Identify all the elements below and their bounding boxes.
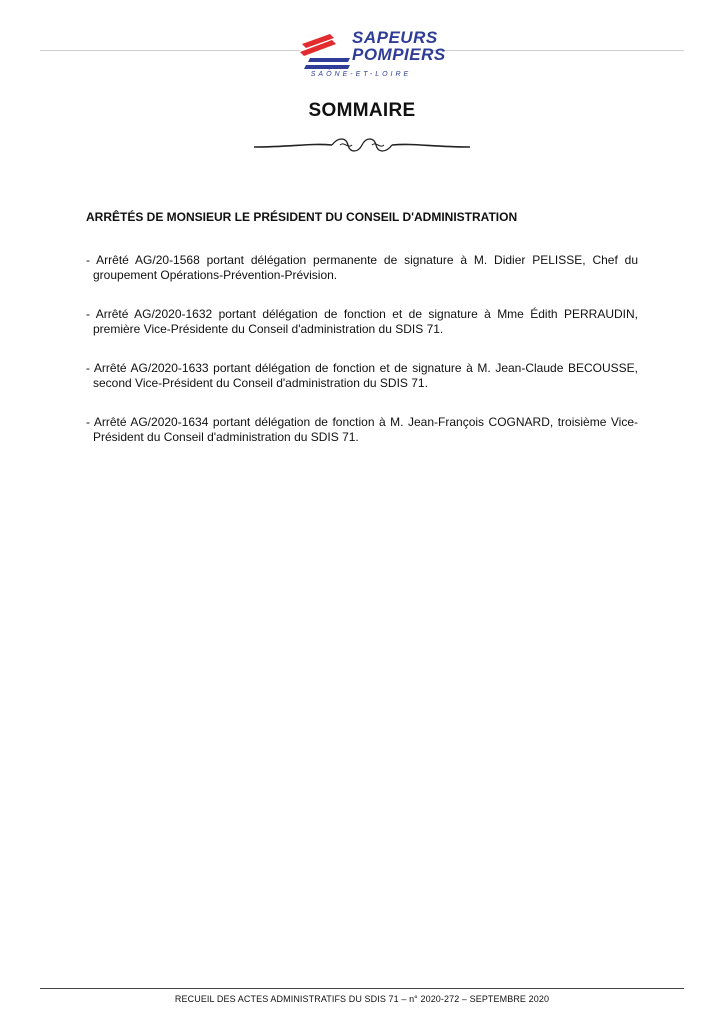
decree-item: - Arrêté AG/20-1568 portant délégation permanente de signature à M. Didier PELISSE, Chef du groupement Opérations-Prévention-Prévision. [86, 253, 638, 282]
section-heading: ARRÊTÉS DE MONSIEUR LE PRÉSIDENT DU CONSEIL D'ADMINISTRATION [86, 210, 518, 224]
decree-item: - Arrêté AG/2020-1633 portant délégation de fonction et de signature à M. Jean-Claude BECOUSSE, second Vice-Président du Conseil d'administration du SDIS 71. [86, 361, 638, 390]
logo-line-2: POMPIERS [352, 45, 446, 64]
footer-rule [40, 988, 684, 989]
title-ornament-icon [252, 133, 472, 162]
decree-item: - Arrêté AG/2020-1632 portant délégation de fonction et de signature à Mme Édith PERRAUDIN, première Vice-Présidente du Conseil d'administration du SDIS 71. [86, 307, 638, 336]
decree-list [86, 253, 638, 469]
footer-text: RECUEIL DES ACTES ADMINISTRATIFS DU SDIS 71 – n° 2020-272 – SEPTEMBRE 2020 [174, 994, 550, 1004]
page-title: SOMMAIRE [308, 100, 416, 121]
decree-item: - Arrêté AG/2020-1634 portant délégation de fonction à M. Jean-François COGNARD, troisième Vice-Président du Conseil d'administration du SDIS 71. [86, 415, 638, 444]
logo-subtitle: SAÔNE-ET-LOIRE [310, 71, 412, 78]
sapeurs-pompiers-logo [300, 28, 446, 82]
logo-line-1: SAPEURS [352, 28, 438, 47]
